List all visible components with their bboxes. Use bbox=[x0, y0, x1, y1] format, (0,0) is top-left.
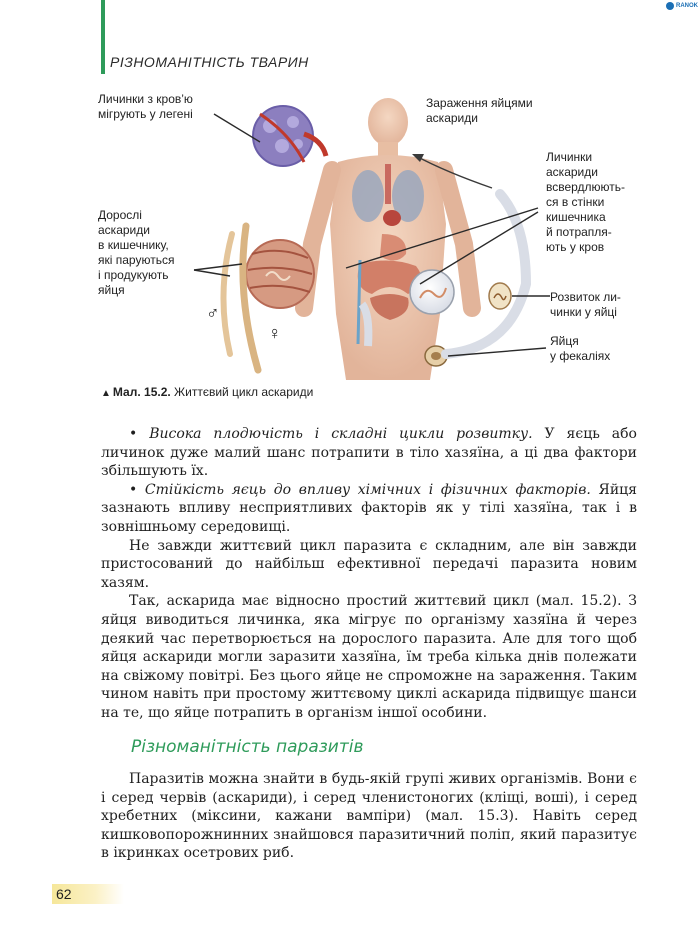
label-larvae-intestine: Личинки аскариди всвердлюють- ся в стінки кишечника й потрапля- ють у кров bbox=[546, 150, 626, 254]
male-worm bbox=[223, 234, 232, 354]
page-number: 62 bbox=[52, 884, 124, 904]
egg-with-larva-icon bbox=[489, 283, 511, 309]
paragraph-ascaris: Так, аскарида має відносно простий життєвий цикл (мал. 15.2). З яйця виводиться личинка, яка мігрує по організму хазяїна й через деякий час перетворюється на дорослого паразита. Але для того щоб яйця аскариди могли заразити хазяїна, їм треба кілька днів полежати на свіжому повітрі. Без цього яйце не спроможне на зараження. Таким чином навіть при простому життєвому циклі аскарида підвищує шанси на те, що яйце потрапить в організм іншої особини. bbox=[101, 593, 637, 721]
paragraph-life-cycle: Не завжди життєвий цикл паразита є складним, але він завжди пристосований до найбільш ефективної передачі паразита новим хазям. bbox=[101, 537, 637, 591]
label-infection: Зараження яйцями аскариди bbox=[426, 96, 533, 125]
female-symbol-icon: ♀ bbox=[268, 323, 282, 343]
publisher-logo bbox=[666, 2, 698, 10]
resistance-text: Яйця зазнають впливу несприятливих факторів як у тілі хазяїна, так і в зовнішньому середовищі. bbox=[101, 481, 637, 535]
label-eggs-feces: Яйця у фекаліях bbox=[550, 334, 611, 363]
paragraph-egg-resistance: • Стійкість яєць до впливу хімічних і фізичних факторів. Яйця зазнають впливу несприятливих факторів як у тілі хазяїна, так і в зовнішньому середовищі. bbox=[101, 481, 637, 535]
intestine-magnified-circle bbox=[246, 240, 314, 308]
caption-number: Мал. 15.2. bbox=[112, 385, 171, 399]
caption-triangle-icon: ▲ bbox=[101, 388, 111, 399]
human-body-silhouette bbox=[304, 98, 472, 380]
label-larvae-lungs: Личинки з кров’ю мігрують у легені bbox=[98, 92, 193, 121]
body-text-lower bbox=[101, 770, 637, 863]
figure-caption bbox=[101, 385, 313, 399]
ascaris-life-cycle-figure bbox=[90, 84, 630, 380]
paragraph-fertility: • Висока плодючість і складні цикли розвитку. У яєць або личинок дуже малий шанс потрапити в тіло хазяїна, а ці два фактори збільшують їх. bbox=[101, 426, 637, 480]
label-egg-development: Розвиток ли- чинки у яйці bbox=[550, 290, 621, 319]
publisher-logo-text: RANOK bbox=[676, 3, 698, 9]
publisher-logo-icon bbox=[666, 2, 674, 10]
male-symbol-icon: ♂ bbox=[206, 303, 220, 323]
chapter-accent-bar bbox=[101, 0, 105, 74]
chapter-title: РІЗНОМАНІТНІСТЬ ТВАРИН bbox=[110, 54, 309, 70]
body-text-upper bbox=[101, 425, 637, 723]
paragraph-parasite-diversity: Паразитів можна знайти в будь-якій групі живих організмів. Вони є і серед червів (аскариди), і серед членистоногих (кліщі, воші), і серед хребетних (міксини, кажани вампіри) (мал. 15.3). Навіть серед кишковопорожнинних знайшовся паразитичний поліп, який паразитує в ікринках осетрових риб. bbox=[101, 771, 637, 862]
fertility-text: У яєць або личинок дуже малий шанс потрапити в тіло хазяїна, а ці два фактори збільшують їх. bbox=[101, 426, 637, 480]
caption-text: Життєвий цикл аскариди bbox=[174, 385, 314, 399]
resistance-term: Стійкість яєць до впливу хімічних і фізичних факторів. bbox=[144, 481, 591, 498]
section-heading: Різноманітність паразитів bbox=[131, 737, 364, 757]
label-adult-worms: Дорослі аскариди в кишечнику, які паруються і продукують яйця bbox=[98, 208, 175, 297]
lungs-magnified-circle bbox=[253, 106, 326, 166]
fertility-term: Висока плодючість і складні цикли розвитку. bbox=[149, 426, 533, 442]
